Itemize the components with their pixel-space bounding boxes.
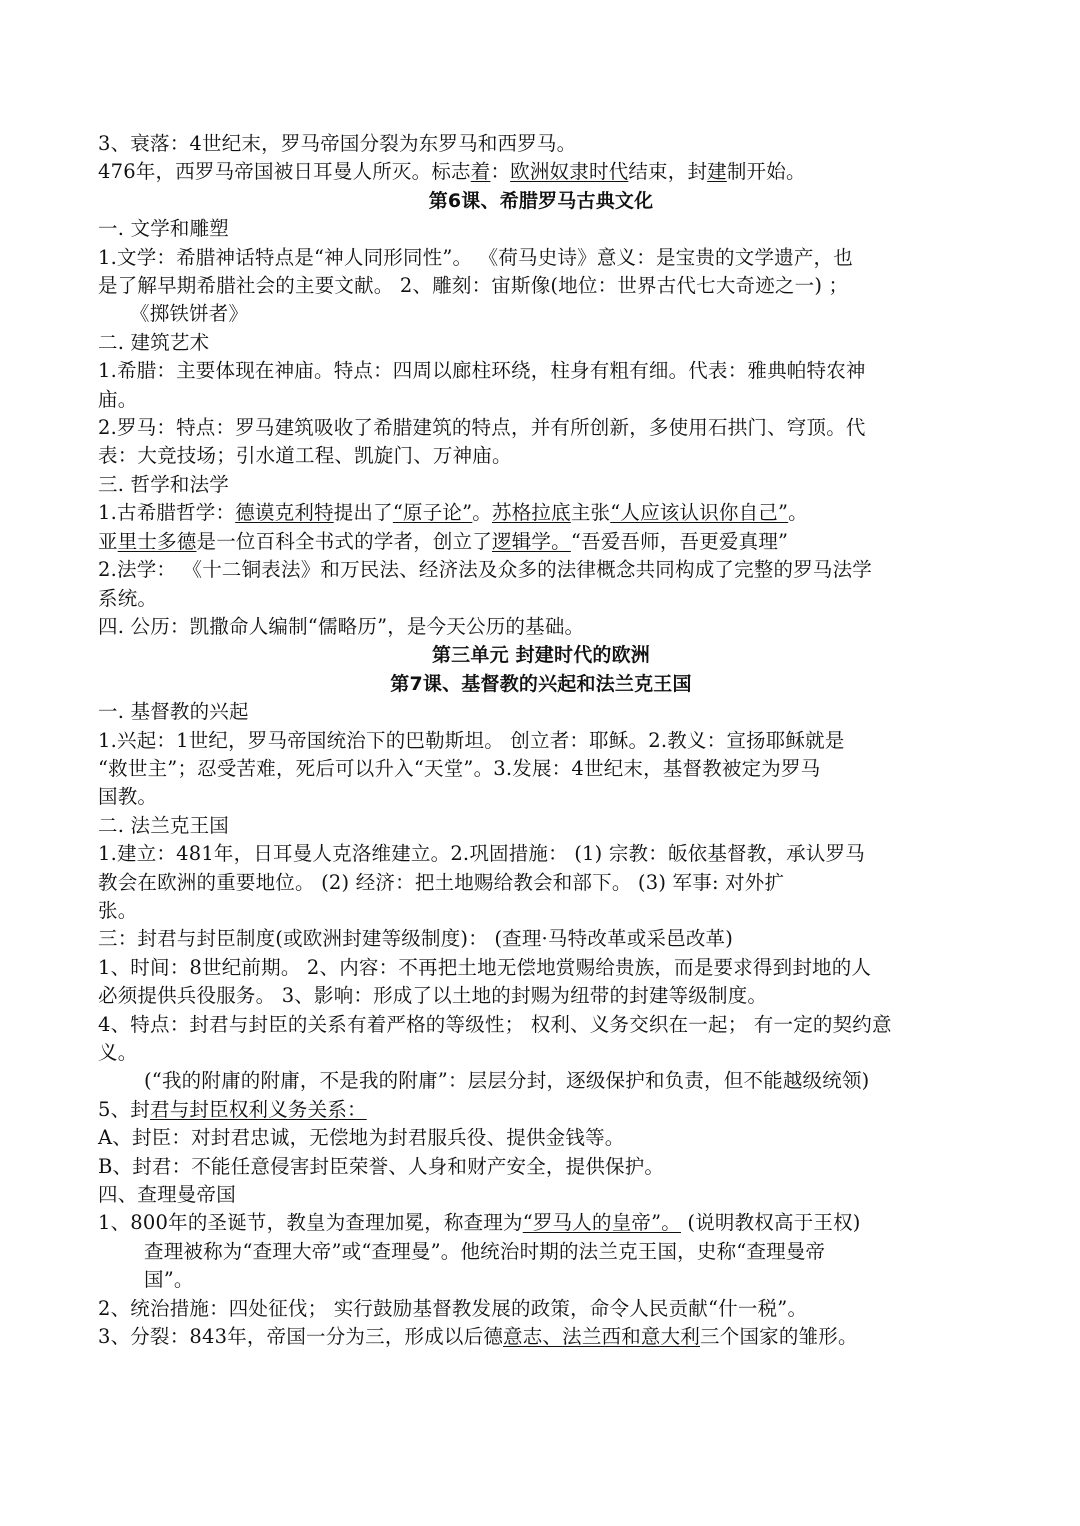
section-heading: 四. 公历：凯撒命人编制“儒略历”，是今天公历的基础。 [98, 614, 585, 638]
text-span: 1、800年的圣诞节，教皇为查理加冕，称查理为 [98, 1211, 523, 1235]
underlined-text: 里士多德 [117, 529, 197, 553]
section-heading: 二. 建筑艺术 [98, 330, 210, 354]
underlined-text: 德谟克利特 [235, 501, 334, 525]
text-line: 1.兴起：1世纪，罗马帝国统治下的巴勒斯坦。 创立者：耶稣。2.教义：宣扬耶稣就是 [98, 728, 845, 752]
text-line [98, 1209, 984, 1237]
text-span: 制开始。 [726, 160, 806, 184]
text-line: 必须提供兵役服务。 3、影响：形成了以土地的封赐为纽带的封建等级制度。 [98, 984, 768, 1008]
text-line: A、封臣：对封君忠诚，无偿地为封君服兵役、提供金钱等。 [98, 1126, 625, 1150]
text-line: 查理被称为“查理大帝”或“查理曼”。他统治时期的法兰克王国，史称“查理曼帝 [144, 1239, 826, 1263]
text-span: 主张 [570, 501, 611, 525]
text-span: 。 [472, 501, 492, 525]
text-line: 1.希腊：主要体现在神庙。特点：四周以廊柱环绕，柱身有粗有细。代表：雅典帕特农神 [98, 359, 866, 383]
text-span: 476年，西罗马帝国被日耳曼人所灭。标志 [98, 160, 471, 184]
underlined-text: 苏格拉底 [492, 501, 571, 525]
text-line: 2.罗马：特点：罗马建筑吸收了希腊建筑的特点，并有所创新，多使用石拱门、穹顶。代 [98, 416, 866, 440]
underlined-text: 君与封臣权利义务关系： [150, 1097, 367, 1121]
lesson-heading: 第6课、希腊罗马古典文化 [428, 189, 654, 212]
text-span: 1.古希腊哲学： [98, 501, 236, 525]
section-heading: 二. 法兰克王国 [98, 813, 229, 837]
text-span: ： [490, 160, 511, 184]
section-heading: 三：封君与封臣制度(或欧洲封建等级制度)： (查理·马特改革或采邑改革) [98, 927, 734, 951]
underlined-text: 建 [707, 160, 727, 184]
text-span: 是一位百科全书式的学者，创立了 [196, 529, 493, 553]
text-span: 3、分裂：843年，帝国一分为三，形成以后德 [98, 1325, 504, 1349]
underlined-text: 欧洲奴隶时代 [510, 160, 629, 184]
text-line: 庙。 [98, 387, 138, 411]
text-line: 表：大竞技场；引水道工程、凯旋门、万神庙。 [98, 444, 512, 468]
text-line [98, 499, 984, 527]
text-line: 2、统治措施：四处征伐； 实行鼓励基督教发展的政策，命令人民贡献“什一税”。 [98, 1296, 808, 1320]
text-line: (“我的附庸的附庸，不是我的附庸”：层层分封，逐级保护和负责，但不能越级统领) [144, 1069, 870, 1093]
section-heading: 一. 基督教的兴起 [98, 700, 249, 724]
section-heading: 四、查理曼帝国 [98, 1183, 236, 1207]
text-line: 义。 [98, 1041, 138, 1064]
text-line: 3、衰落：4世纪末，罗马帝国分裂为东罗马和西罗马。 [98, 132, 577, 155]
text-line: 教会在欧洲的重要地位。 (2) 经济：把土地赐给教会和部下。 (3) 军事: 对外扩 [98, 870, 785, 894]
underlined-text: 意志、法兰西和意大利 [503, 1325, 701, 1349]
text-line [98, 1096, 984, 1124]
text-line: 4、特点：封君与封臣的关系有着严格的等级性； 权利、义务交织在一起； 有一定的契约意 [98, 1012, 892, 1036]
underlined-text: “人应该认识你自己” [610, 501, 789, 525]
text-line: 国”。 [144, 1268, 194, 1292]
text-line [98, 158, 984, 186]
lesson-heading: 第7课、基督教的兴起和法兰克王国 [390, 672, 692, 695]
text-span: 提出了 [333, 501, 393, 525]
text-line [98, 1323, 984, 1351]
text-span: 亚 [98, 529, 118, 553]
text-span: 三个国家的雏形。 [700, 1325, 858, 1349]
text-line: 1.建立：481年，日耳曼人克洛维建立。2.巩固措施： (1) 宗教：皈依基督教，承认罗马 [98, 842, 865, 866]
text-line: B、封君：不能任意侵害封臣荣誉、人身和财产安全，提供保护。 [98, 1154, 665, 1178]
text-line: 系统。 [98, 586, 158, 610]
text-line: 2.法学： 《十二铜表法》和万民法、经济法及众多的法律概念共同构成了完整的罗马法学 [98, 558, 873, 582]
underlined-text: “罗马人的皇帝”。 [522, 1211, 681, 1235]
text-span: 5、封 [98, 1097, 151, 1121]
text-line: 1.文学：希腊神话特点是“神人同形同性”。 《荷马史诗》意义：是宝贵的文学遗产，也 [98, 245, 853, 269]
text-line: 《掷铁饼者》 [130, 302, 249, 326]
text-span: 结束，封 [628, 160, 708, 184]
text-line: 国教。 [98, 785, 158, 809]
text-span: 。 [788, 501, 808, 525]
text-line [98, 528, 984, 556]
text-line: 张。 [98, 898, 138, 922]
unit-heading: 第三单元 封建时代的欧洲 [431, 644, 650, 667]
text-span: “吾爱吾师，吾更爱真理” [570, 529, 789, 553]
section-heading: 一. 文学和雕塑 [98, 217, 229, 241]
text-line: 是了解早期希腊社会的主要文献。 2、雕刻：宙斯像(地位：世界古代七大奇迹之一) ； [98, 274, 849, 298]
underlined-text: 逻辑学。 [492, 529, 571, 553]
section-heading: 三. 哲学和法学 [98, 472, 229, 496]
text-line: “救世主”；忍受苦难，死后可以升入“天堂”。3.发展：4世纪末，基督教被定为罗马 [98, 756, 821, 780]
underlined-text: “原子论” [392, 501, 473, 525]
text-line: 1、时间：8世纪前期。 2、内容：不再把土地无偿地赏赐给贵族，而是要求得到封地的人 [98, 955, 872, 979]
text-span: (说明教权高于王权) [680, 1211, 861, 1235]
underlined-text: 着 [470, 160, 491, 184]
